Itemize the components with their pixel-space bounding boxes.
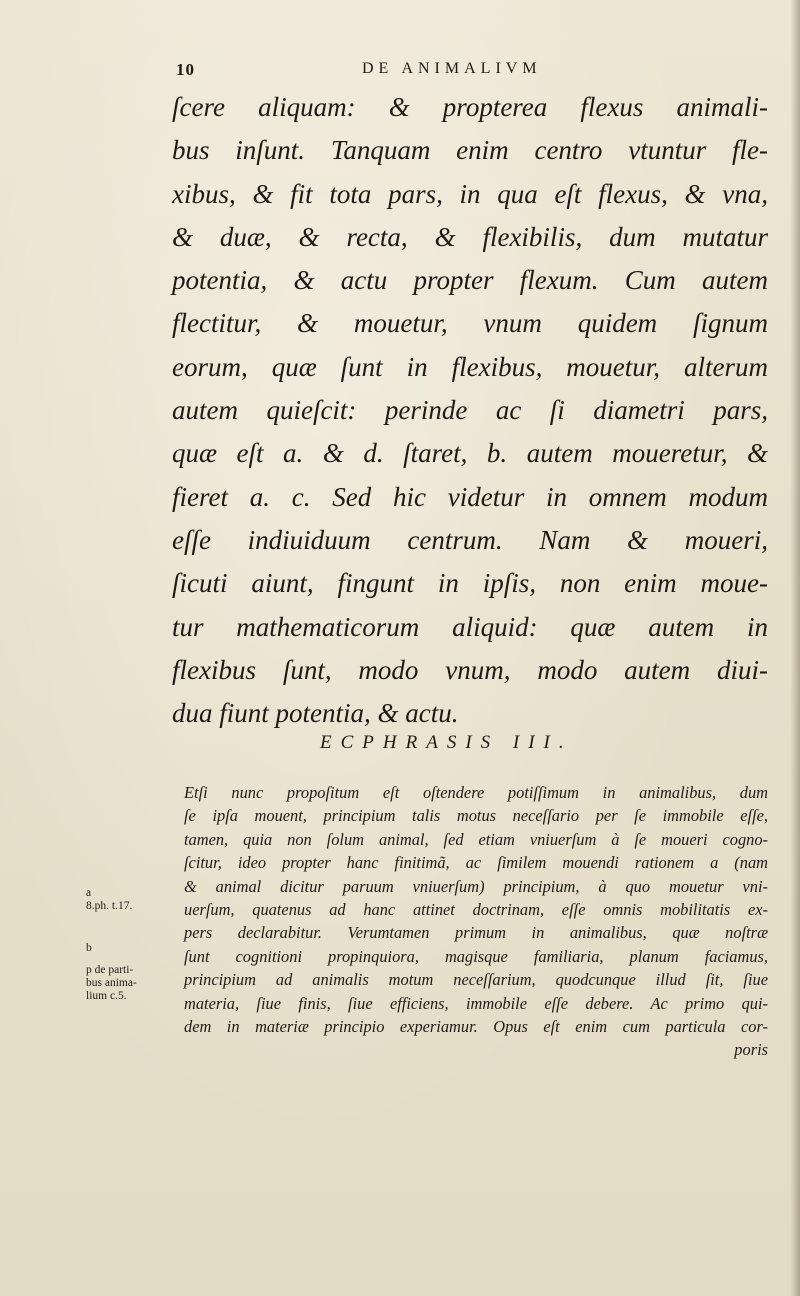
main-text-line: quæ eſt a. & d. ſtaret, b. autem moueretur, & — [172, 438, 768, 469]
section-heading: ECPHRASIS III. — [320, 732, 573, 753]
marginal-note-marker: b — [86, 942, 92, 954]
commentary-line: materia, ſiue finis, ſiue efficiens, immobile eſſe debere. Ac primo qui- — [184, 993, 768, 1013]
catchword: poris — [734, 1040, 768, 1060]
main-text-line: autem quieſcit: perinde ac ſi diametri pars, — [172, 395, 768, 426]
marginal-note-text: p de parti- — [86, 964, 134, 976]
commentary-line: pers declarabitur. Verumtamen primum in animalibus, quæ noſtræ — [184, 923, 768, 943]
commentary-line: ſcitur, ideo propter hanc finitimã, ac ſimilem mouendi rationem a (nam — [184, 853, 768, 873]
main-text-line: xibus, & fit tota pars, in qua eſt flexus, & vna, — [172, 178, 768, 209]
main-text-line: & duæ, & recta, & flexibilis, dum mutatur — [172, 221, 768, 252]
commentary-line: dem in materiæ principio experiamur. Opus eſt enim cum particula cor- — [184, 1017, 768, 1037]
main-text-line: tur mathematicorum aliquid: quæ autem in — [172, 611, 768, 642]
marginal-note-marker: a — [86, 887, 92, 899]
page-edge-shadow — [790, 0, 800, 1296]
main-text-line: dua fiunt potentia, & actu. — [172, 698, 459, 729]
marginal-note-b — [86, 942, 92, 955]
marginal-note-text: bus anima- — [86, 977, 137, 989]
commentary-line: tamen, quia non ſolum animal, ſed etiam vniuerſum à ſe moueri cogno- — [184, 829, 768, 849]
main-text-line: flexibus ſunt, modo vnum, modo autem diui- — [172, 654, 768, 685]
page-header — [172, 60, 772, 84]
commentary-line: ſe ipſa mouent, principium talis motus neceſſario per ſe immobile eſſe, — [184, 806, 768, 826]
marginal-note-c — [86, 964, 137, 1003]
page-number: 10 — [176, 60, 195, 79]
main-text-line: ſicuti aiunt, fingunt in ipſis, non enim moue- — [172, 568, 768, 599]
main-text-line: potentia, & actu propter flexum. Cum autem — [172, 265, 768, 296]
commentary-line: uerſum, quatenus ad hanc attinet doctrinam, eſſe omnis mobilitatis ex- — [184, 900, 768, 920]
main-text-line: fieret a. c. Sed hic videtur in omnem modum — [172, 481, 768, 512]
marginal-note-text: 8.ph. t.17. — [86, 900, 133, 912]
main-text-line: ſcere aliquam: & propterea flexus animali- — [172, 92, 768, 122]
commentary-block — [184, 781, 768, 1062]
commentary-line: ſunt cognitioni propinquiora, magisque familiaria, planum faciamus, — [184, 946, 768, 966]
main-text-line: eſſe indiuiduum centrum. Nam & moueri, — [172, 524, 768, 555]
commentary-line: Etſi nunc propoſitum eſt oſtendere potiſſimum in animalibus, dum — [184, 783, 768, 802]
main-text-block — [172, 86, 768, 735]
commentary-line: principium ad animalis motum neceſſarium, quodcunque illud ſit, ſiue — [184, 970, 768, 990]
main-text-line: eorum, quæ ſunt in flexibus, mouetur, alterum — [172, 351, 768, 382]
marginal-note-text: lium c.5. — [86, 990, 127, 1002]
main-text-line: flectitur, & mouetur, vnum quidem ſignum — [172, 308, 768, 339]
running-head: DE ANIMALIVM — [362, 60, 542, 77]
main-text-line: bus inſunt. Tanquam enim centro vtuntur fle- — [172, 135, 768, 166]
commentary-line: & animal dicitur paruum vniuerſum) principium, à quo mouetur vni- — [184, 876, 768, 896]
marginal-note-a — [86, 887, 132, 913]
